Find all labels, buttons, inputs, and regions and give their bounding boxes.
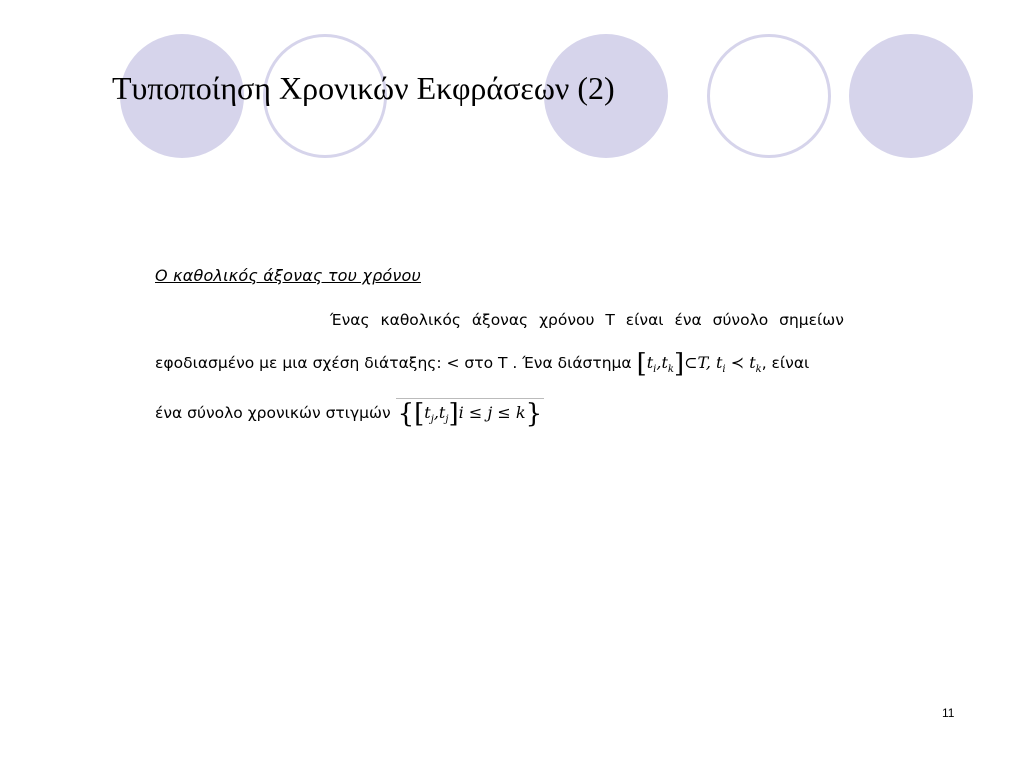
page-number: 11 <box>942 706 955 720</box>
paragraph-line-3 <box>155 398 544 429</box>
paragraph-text: ένα σύνολο χρονικών στιγμών <box>155 404 391 422</box>
paragraph-text: Ένας καθολικός άξονας χρόνου T είναι ένα σύνολο σημείων <box>330 311 844 329</box>
decorative-circle <box>849 34 973 158</box>
paragraph-text: εφοδιασμένο με μια σχέση διάταξης: < στο T . Ένα διάστημα <box>155 354 632 372</box>
slide-title: Τυποποίηση Χρονικών Εκφράσεων (2) <box>112 70 615 106</box>
set-formula: $\{[t_j,t_j]i \le j \le k\}$ <box>397 399 543 429</box>
section-heading: Ο καθολικός άξονας του χρόνου <box>155 266 421 285</box>
paragraph-line-2 <box>155 349 809 379</box>
paragraph-line-1 <box>330 311 844 329</box>
interval-formula: $[t_i,t_k]\subset T$, $t_i$ ≺ $t_k$ <box>636 349 762 379</box>
decorative-ring <box>707 34 831 158</box>
paragraph-text: , είναι <box>761 354 810 372</box>
